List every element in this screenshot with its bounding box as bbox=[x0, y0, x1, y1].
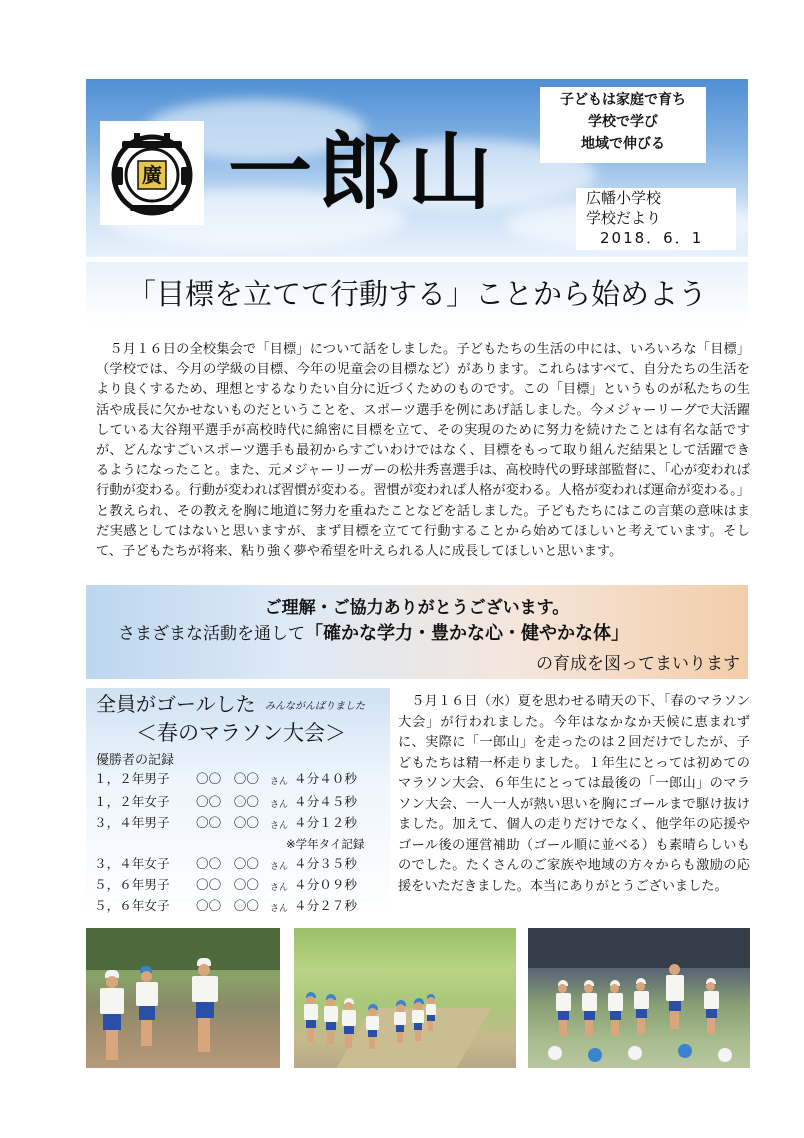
tie-record-note: ※学年タイ記録 bbox=[286, 837, 365, 851]
record-grade: ３，４年男子 bbox=[94, 815, 170, 830]
marathon-title: 全員がゴールした bbox=[96, 692, 256, 716]
record-grade: ５，６年男子 bbox=[94, 877, 170, 892]
record-name: 〇〇 〇〇 bbox=[196, 771, 259, 786]
motto-line-2: 学校で学び bbox=[588, 114, 658, 130]
school-info bbox=[576, 188, 736, 250]
record-time: ４分３５秒 bbox=[294, 856, 357, 871]
issue-date: 2018．6．1 bbox=[600, 229, 704, 247]
record-honorific: さん bbox=[270, 883, 289, 893]
school-motto bbox=[540, 87, 706, 163]
record-name: 〇〇 〇〇 bbox=[196, 815, 259, 830]
record-time: ４分４５秒 bbox=[294, 794, 357, 809]
newsletter-title: 一郎山 bbox=[228, 123, 499, 221]
runners-on-trail-photo bbox=[294, 928, 516, 1068]
records-label: 優勝者の記録 bbox=[96, 753, 175, 768]
school-emblem bbox=[100, 121, 204, 225]
record-time: ４分０９秒 bbox=[294, 877, 357, 892]
school-emblem-icon bbox=[100, 121, 204, 225]
record-name: 〇〇 〇〇 bbox=[196, 856, 259, 871]
newsletter-label: 学校だより bbox=[586, 209, 662, 227]
thanks-line-2-emphasis: 「確かな学力・豊かな心・健やかな体」 bbox=[305, 623, 629, 644]
record-time: ４分１２秒 bbox=[294, 815, 357, 830]
record-honorific: さん bbox=[270, 777, 289, 787]
motto-line-1: 子どもは家庭で育ち bbox=[560, 92, 686, 108]
marathon-event-name: ＜春のマラソン大会＞ bbox=[136, 721, 346, 745]
record-time: ４分２７秒 bbox=[294, 898, 357, 913]
motto-line-3: 地域で伸びる bbox=[581, 136, 665, 152]
thanks-line-2 bbox=[118, 622, 748, 646]
record-grade: １，２年男子 bbox=[94, 771, 170, 786]
thanks-line-2-prefix: さまざまな活動を通して bbox=[118, 624, 305, 644]
record-time: ４分４０秒 bbox=[294, 771, 357, 786]
thanks-line-1: ご理解・ご協力ありがとうございます。 bbox=[264, 598, 570, 618]
record-honorific: さん bbox=[270, 800, 289, 810]
record-grade: ５，６年女子 bbox=[94, 898, 170, 913]
race-paragraph: ５月１６日（水）夏を思わせる晴天の下、「春のマラソン大会」が行われました。今年はなかなか天候に恵まれずに、実際に「一郎山」を走ったのは２回だけでしたが、子どもたちは精一杯走りました。１年生にとっては初めてのマラソン大会、６年生にとっては最後の「一郎山」のマラソン大会、一人一人が熱い思いを胸にゴールまで駆け抜けました。加えて、個人の走りだけでなく、他学年の応援やゴール後の運営補助（ゴール順に並べる）も素晴らしいものでした。たくさんのご家族や地域の方々からも激励の応援をいただきました。本当にありがとうございました。 bbox=[398, 694, 750, 894]
record-name: 〇〇 〇〇 bbox=[196, 794, 259, 809]
emblem-character: 廣 bbox=[142, 163, 162, 187]
record-honorific: さん bbox=[270, 821, 289, 831]
record-name: 〇〇 〇〇 bbox=[196, 898, 259, 913]
school-name: 広幡小学校 bbox=[586, 189, 662, 207]
runners-on-field-photo bbox=[86, 928, 280, 1068]
thanks-line-3: の育成を図ってまいります bbox=[536, 654, 740, 674]
record-grade: ３，４年女子 bbox=[94, 856, 170, 871]
marathon-subtitle: みんながんばりました bbox=[265, 701, 365, 712]
record-honorific: さん bbox=[270, 862, 289, 872]
record-grade: １，２年女子 bbox=[94, 794, 170, 809]
main-paragraph: ５月１６日の全校集会で「目標」について話をしました。子どもたちの生活の中には、いろいろな「目標」（学校では、今月の学級の目標、今年の児童会の目標など）があります。これらはすべて、自分たちの生活をより良くするため、理想とするなりたい自分に近づくためのものです。この「目標」というものが私たちの生活や成長に欠かせないものだということを、スポーツ選手を例にあげ話しました。今メジャーリーグで大活躍している大谷翔平選手が高校時代に綿密に目標を立て、その実現のために努力を続けたことは有名な話ですが、どんなすごいスポーツ選手も最初からすごいわけではなく、目標をもって取り組んだ結果として活躍できるようになったこと。また、元メジャーリーガーの松井秀喜選手は、高校時代の野球部監督に、「心が変われば行動が変わる。行動が変われば習慣が変わる。習慣が変われば人格が変わる。人格が変われば運命が変わる。」と教えられ、その教えを胸に地道に努力を重ねたことなどを話しました。子どもたちにはこの言葉の意味はまだ実感としてはないと思いますが、まず目標を立てて行動することから始めてほしいと考えています。そして、子どもたちが将来、粘り強く夢や希望を叶えられる人に成長してほしいと思います。 bbox=[96, 342, 750, 560]
headline: 「目標を立てて行動する」ことから始めよう bbox=[126, 277, 707, 311]
record-honorific: さん bbox=[270, 904, 289, 914]
students-lined-up-photo bbox=[528, 928, 750, 1068]
record-name: 〇〇 〇〇 bbox=[196, 877, 259, 892]
